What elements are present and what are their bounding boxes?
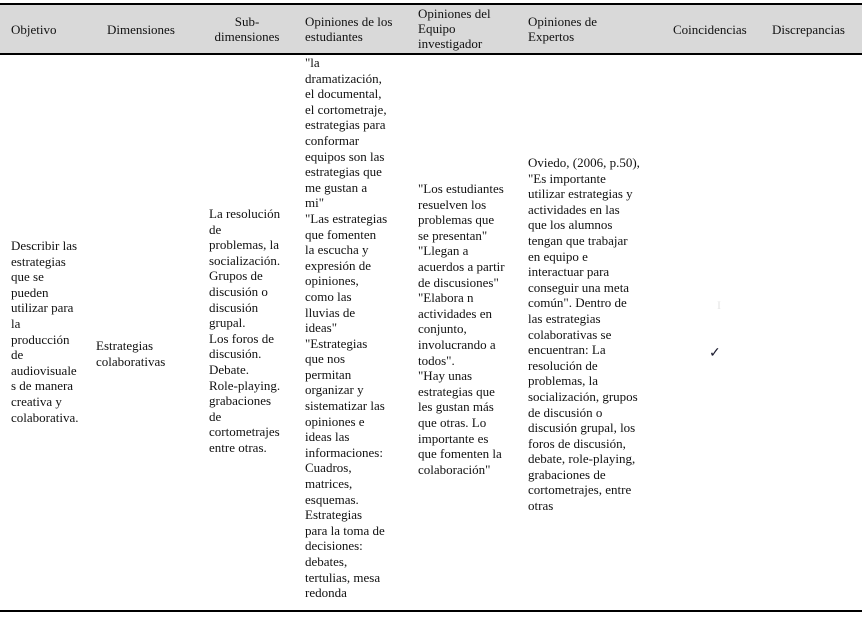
header-dimensiones: Dimensiones [107,22,175,37]
cell-opiniones-equipo: "Los estudiantes resuelven los problemas que se presentan" "Llegan a acuerdos a partir de discusiones" "Elabora n actividades en conjunto, involucrando a todos". "Hay unas estrategias que les gustan más que otras. Lo importante es que fomenten la colaboración" [418,181,505,477]
header-opiniones-expertos: Opiniones de Expertos [528,14,597,44]
table-row [0,55,862,611]
cell-opiniones-estudiantes: "la dramatización, el documental, el cortometraje, estrategias para conformar equipos son las estrategias que me gustan a mi" "Las estrategias que fomenten la escucha y expresión de opiniones, como las lluvias de ideas" "Estrategias que nos permitan organizar y sistematizar las opiniones e ideas las informaciones: Cuadros, matrices, esquemas. Estrategias para la toma de decisiones: debates, tertulias, mesa redonda [305,55,388,601]
header-coincidencias: Coincidencias [673,22,747,37]
header-objetivo: Objetivo [11,22,57,37]
table-header-row [0,3,862,55]
cell-subdimensiones: La resolución de problemas, la socialización. Grupos de discusión o discusión grupal. Los foros de discusión. Debate. Role-playing. grabaciones de cortometrajes entre otras. [209,206,281,455]
text-cursor-icon: I [717,298,721,312]
cell-opiniones-expertos: Oviedo, (2006, p.50), "Es importante utilizar estrategias y actividades en las que los alumnos tengan que trabajar en equipo e interactuar para conseguir una meta común". Dentro de las estrategias colaborativas se encuentran: La resolución de problemas, la socialización, grupos de discusión o discusión grupal, los foros de discusión, debate, role-playing, grabaciones de cortometrajes, entre otras [528,155,640,514]
header-subdimensiones: Sub- dimensiones [214,14,280,44]
table-bottom-rule [0,610,862,612]
cell-objetivo: Describir las estrategias que se pueden utilizar para la producción de audiovisuale s de manera creativa y colaborativa. [11,238,79,425]
header-opiniones-equipo: Opiniones del Equipo investigador [418,6,491,51]
comparison-table [0,3,862,611]
cell-dimensiones: Estrategias colaborativas [96,338,166,369]
header-discrepancias: Discrepancias [772,22,845,37]
header-opiniones-estudiantes: Opiniones de los estudiantes [305,14,393,44]
checkmark-icon: ✓ [709,346,721,361]
